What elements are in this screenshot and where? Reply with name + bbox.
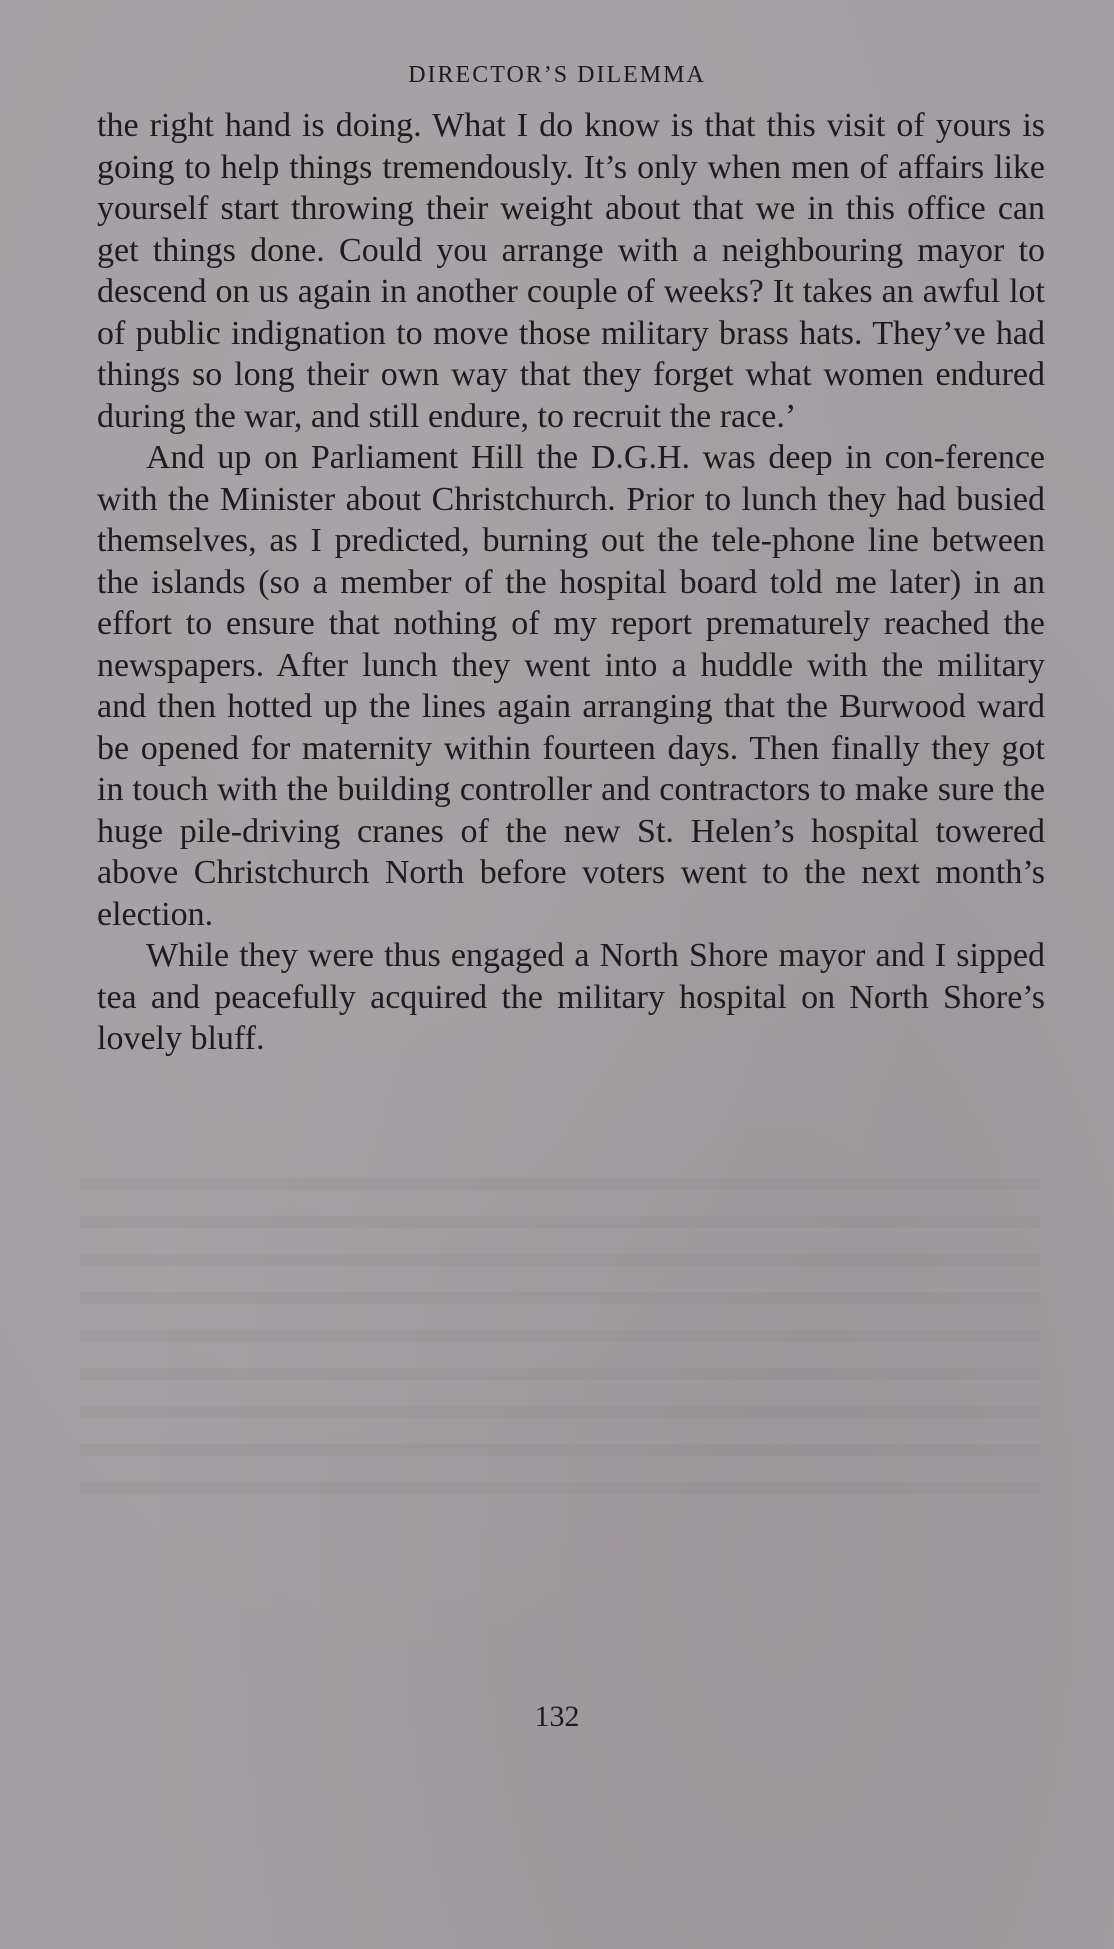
show-through-texture — [80, 1160, 1040, 1520]
paragraph-parliament-hill: And up on Parliament Hill the D.G.H. was deep in con-ference with the Minister about Christchurch. Prior to lunch they had busied themselves, as I predicted, burning out the tele-phone line between the islands (so a member of the hospital board told me later) in an effort to ensure that nothing of my report prematurely reached the newspapers. After lunch they went into a huddle with the military and then hotted up the lines again arranging that the Burwood ward be opened for maternity within fourteen days. Then finally they got in touch with the building controller and contractors to make sure the huge pile-driving cranes of the new St. Helen’s hospital towered above Christchurch North before voters went to the next month’s election. — [97, 439, 1045, 933]
body-text — [97, 105, 1045, 1060]
paragraph-continuation: the right hand is doing. What I do know is that this visit of yours is going to help things tremendously. It’s only when men of affairs like yourself start throwing their weight about that we in this office can get things done. Could you arrange with a neighbouring mayor to descend on us again in another couple of weeks? It takes an awful lot of public indignation to move those military brass hats. They’ve had things so long their own way that they forget what women endured during the war, and still endure, to recruit the race.’ — [97, 107, 1045, 435]
page-number: 132 — [534, 1700, 580, 1733]
paragraph-north-shore: While they were thus engaged a North Shore mayor and I sipped tea and peacefully acquired the military hospital on North Shore’s lovely bluff. — [97, 937, 1045, 1057]
running-head: DIRECTOR’S DILEMMA — [408, 62, 706, 88]
